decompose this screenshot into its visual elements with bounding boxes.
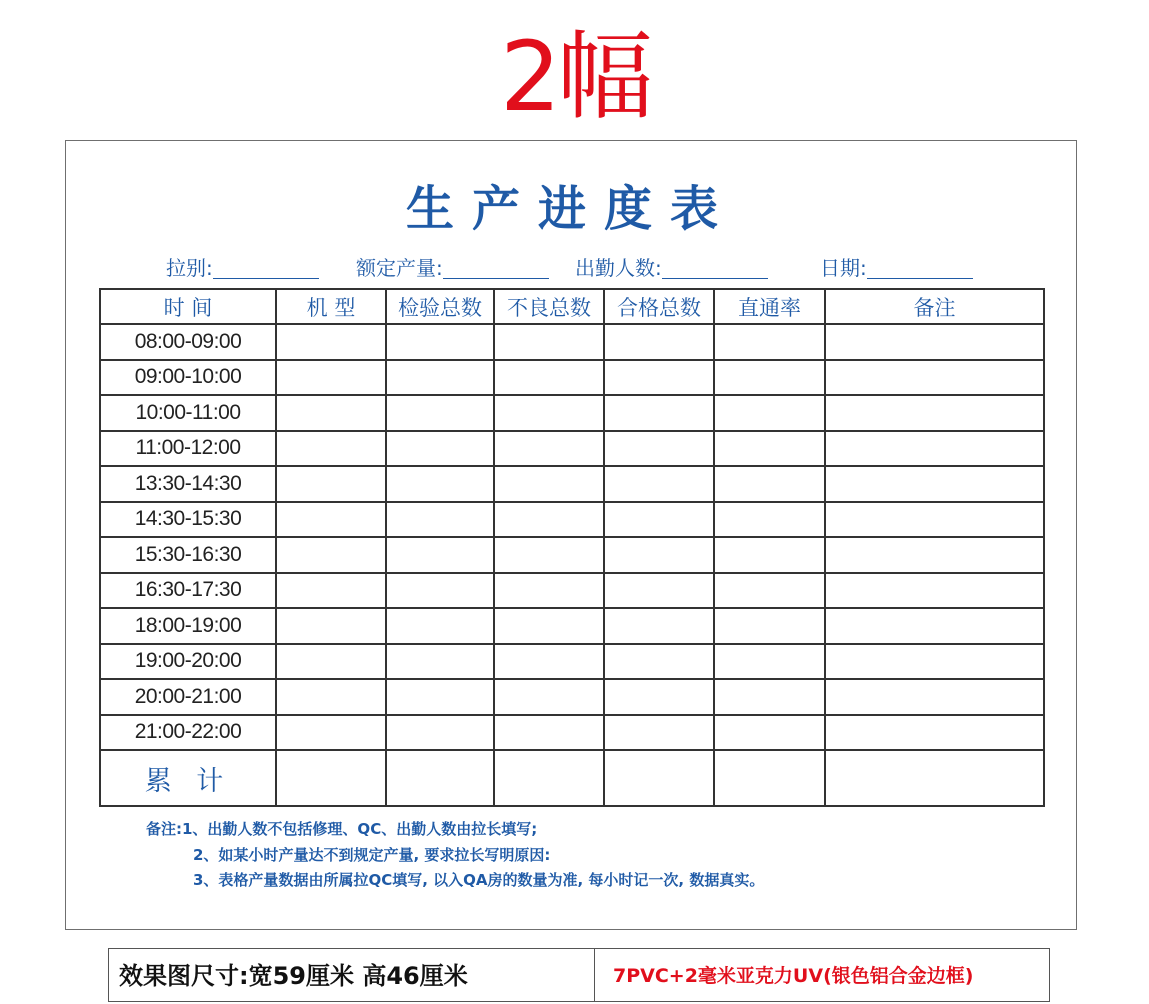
entry-cell[interactable]: [276, 679, 386, 715]
time-cell: 21:00-22:00: [100, 715, 276, 751]
entry-cell[interactable]: [825, 431, 1044, 467]
total-row: [100, 750, 1044, 806]
spec-footer: [108, 948, 1050, 1002]
entry-cell[interactable]: [714, 537, 825, 573]
entry-cell[interactable]: [604, 679, 714, 715]
entry-cell[interactable]: [276, 573, 386, 609]
entry-cell[interactable]: [494, 395, 604, 431]
note-line: 备注:1、出勤人数不包括修理、QC、出勤人数由拉长填写;: [146, 820, 538, 838]
entry-cell[interactable]: [494, 466, 604, 502]
entry-cell[interactable]: [714, 608, 825, 644]
entry-cell[interactable]: [386, 679, 494, 715]
entry-cell[interactable]: [714, 750, 825, 806]
entry-cell[interactable]: [825, 644, 1044, 680]
size-spec: 效果图尺寸:宽59厘米 高46厘米: [109, 949, 595, 1001]
field-label: 拉别:: [166, 256, 213, 280]
field-label: 出勤人数:: [575, 256, 662, 280]
time-cell: 18:00-19:00: [100, 608, 276, 644]
entry-cell[interactable]: [494, 573, 604, 609]
table-row: [100, 502, 1044, 538]
entry-cell[interactable]: [825, 395, 1044, 431]
column-header: 备注: [825, 289, 1044, 324]
note-line: 2、如某小时产量达不到规定产量, 要求拉长写明原因:: [193, 846, 551, 864]
time-cell: 14:30-15:30: [100, 502, 276, 538]
entry-cell[interactable]: [276, 324, 386, 360]
entry-cell[interactable]: [386, 466, 494, 502]
fill-in-line: [213, 257, 319, 279]
material-spec: 7PVC+2毫米亚克力UV(银色铝合金边框): [613, 965, 974, 987]
table-row: [100, 679, 1044, 715]
field-attendance: [575, 254, 768, 282]
entry-cell[interactable]: [714, 502, 825, 538]
table-row: [100, 644, 1044, 680]
entry-cell[interactable]: [494, 608, 604, 644]
fill-in-line: [867, 257, 973, 279]
table-row: [100, 715, 1044, 751]
table-row: [100, 324, 1044, 360]
entry-cell[interactable]: [604, 431, 714, 467]
entry-cell[interactable]: [276, 502, 386, 538]
entry-cell[interactable]: [714, 679, 825, 715]
entry-cell[interactable]: [825, 360, 1044, 396]
entry-cell[interactable]: [494, 644, 604, 680]
progress-table: [99, 288, 1045, 807]
entry-cell[interactable]: [386, 537, 494, 573]
table-row: [100, 395, 1044, 431]
field-label: 日期:: [820, 256, 867, 280]
field-date: [820, 254, 973, 282]
entry-cell[interactable]: [604, 750, 714, 806]
time-cell: 15:30-16:30: [100, 537, 276, 573]
entry-cell[interactable]: [825, 608, 1044, 644]
entry-cell[interactable]: [825, 573, 1044, 609]
entry-cell[interactable]: [604, 537, 714, 573]
entry-cell[interactable]: [714, 431, 825, 467]
table-row: [100, 573, 1044, 609]
entry-cell[interactable]: [825, 537, 1044, 573]
entry-cell[interactable]: [386, 573, 494, 609]
time-cell: 16:30-17:30: [100, 573, 276, 609]
entry-cell[interactable]: [494, 537, 604, 573]
entry-cell[interactable]: [825, 750, 1044, 806]
field-rated-output: [356, 254, 549, 282]
entry-cell[interactable]: [386, 502, 494, 538]
entry-cell[interactable]: [604, 608, 714, 644]
column-header: 合格总数: [604, 289, 714, 324]
entry-cell[interactable]: [494, 360, 604, 396]
entry-cell[interactable]: [714, 360, 825, 396]
quantity-heading: 2幅: [499, 21, 650, 133]
entry-cell[interactable]: [604, 573, 714, 609]
note-line: 3、表格产量数据由所属拉QC填写, 以入QA房的数量为准, 每小时记一次, 数据真实。: [193, 871, 765, 889]
entry-cell[interactable]: [386, 715, 494, 751]
sheet-title: 生产进度表: [405, 181, 736, 237]
entry-cell[interactable]: [714, 573, 825, 609]
entry-cell[interactable]: [714, 395, 825, 431]
table-row: [100, 360, 1044, 396]
entry-cell[interactable]: [494, 750, 604, 806]
entry-cell[interactable]: [825, 324, 1044, 360]
entry-cell[interactable]: [604, 715, 714, 751]
entry-cell[interactable]: [825, 715, 1044, 751]
time-cell: 10:00-11:00: [100, 395, 276, 431]
entry-cell[interactable]: [276, 395, 386, 431]
time-cell: 09:00-10:00: [100, 360, 276, 396]
entry-cell[interactable]: [825, 679, 1044, 715]
entry-cell[interactable]: [604, 324, 714, 360]
entry-cell[interactable]: [825, 502, 1044, 538]
column-header: 检验总数: [386, 289, 494, 324]
entry-cell[interactable]: [714, 715, 825, 751]
entry-cell[interactable]: [604, 466, 714, 502]
fill-in-line: [662, 257, 768, 279]
entry-cell[interactable]: [386, 395, 494, 431]
table-row: [100, 537, 1044, 573]
fill-in-line: [443, 257, 549, 279]
entry-cell[interactable]: [276, 537, 386, 573]
table-row: [100, 466, 1044, 502]
entry-cell[interactable]: [604, 395, 714, 431]
entry-cell[interactable]: [386, 608, 494, 644]
entry-cell[interactable]: [494, 502, 604, 538]
column-header: 机 型: [276, 289, 386, 324]
entry-cell[interactable]: [276, 715, 386, 751]
time-cell: 08:00-09:00: [100, 324, 276, 360]
entry-cell[interactable]: [386, 324, 494, 360]
field-line: [166, 254, 319, 282]
entry-cell[interactable]: [825, 466, 1044, 502]
entry-cell[interactable]: [604, 360, 714, 396]
table-row: [100, 431, 1044, 467]
entry-cell[interactable]: [494, 715, 604, 751]
entry-cell[interactable]: [276, 466, 386, 502]
column-header: 时 间: [100, 289, 276, 324]
time-cell: 19:00-20:00: [100, 644, 276, 680]
entry-cell[interactable]: [604, 644, 714, 680]
entry-cell[interactable]: [386, 360, 494, 396]
table-row: [100, 608, 1044, 644]
entry-cell[interactable]: [494, 324, 604, 360]
table-header-row: [100, 289, 1044, 324]
entry-cell[interactable]: [386, 750, 494, 806]
entry-cell[interactable]: [276, 431, 386, 467]
entry-cell[interactable]: [714, 466, 825, 502]
entry-cell[interactable]: [276, 644, 386, 680]
entry-cell[interactable]: [714, 324, 825, 360]
time-cell: 13:30-14:30: [100, 466, 276, 502]
entry-cell[interactable]: [494, 431, 604, 467]
column-header: 直通率: [714, 289, 825, 324]
time-cell: 累 计: [100, 750, 276, 806]
signboard: [65, 140, 1077, 930]
entry-cell[interactable]: [714, 644, 825, 680]
entry-cell[interactable]: [386, 644, 494, 680]
column-header: 不良总数: [494, 289, 604, 324]
time-cell: 11:00-12:00: [100, 431, 276, 467]
entry-cell[interactable]: [494, 679, 604, 715]
entry-cell[interactable]: [276, 360, 386, 396]
entry-cell[interactable]: [276, 608, 386, 644]
entry-cell[interactable]: [386, 431, 494, 467]
time-cell: 20:00-21:00: [100, 679, 276, 715]
entry-cell[interactable]: [276, 750, 386, 806]
entry-cell[interactable]: [604, 502, 714, 538]
field-label: 额定产量:: [356, 256, 443, 280]
header-fields: [66, 254, 1076, 284]
